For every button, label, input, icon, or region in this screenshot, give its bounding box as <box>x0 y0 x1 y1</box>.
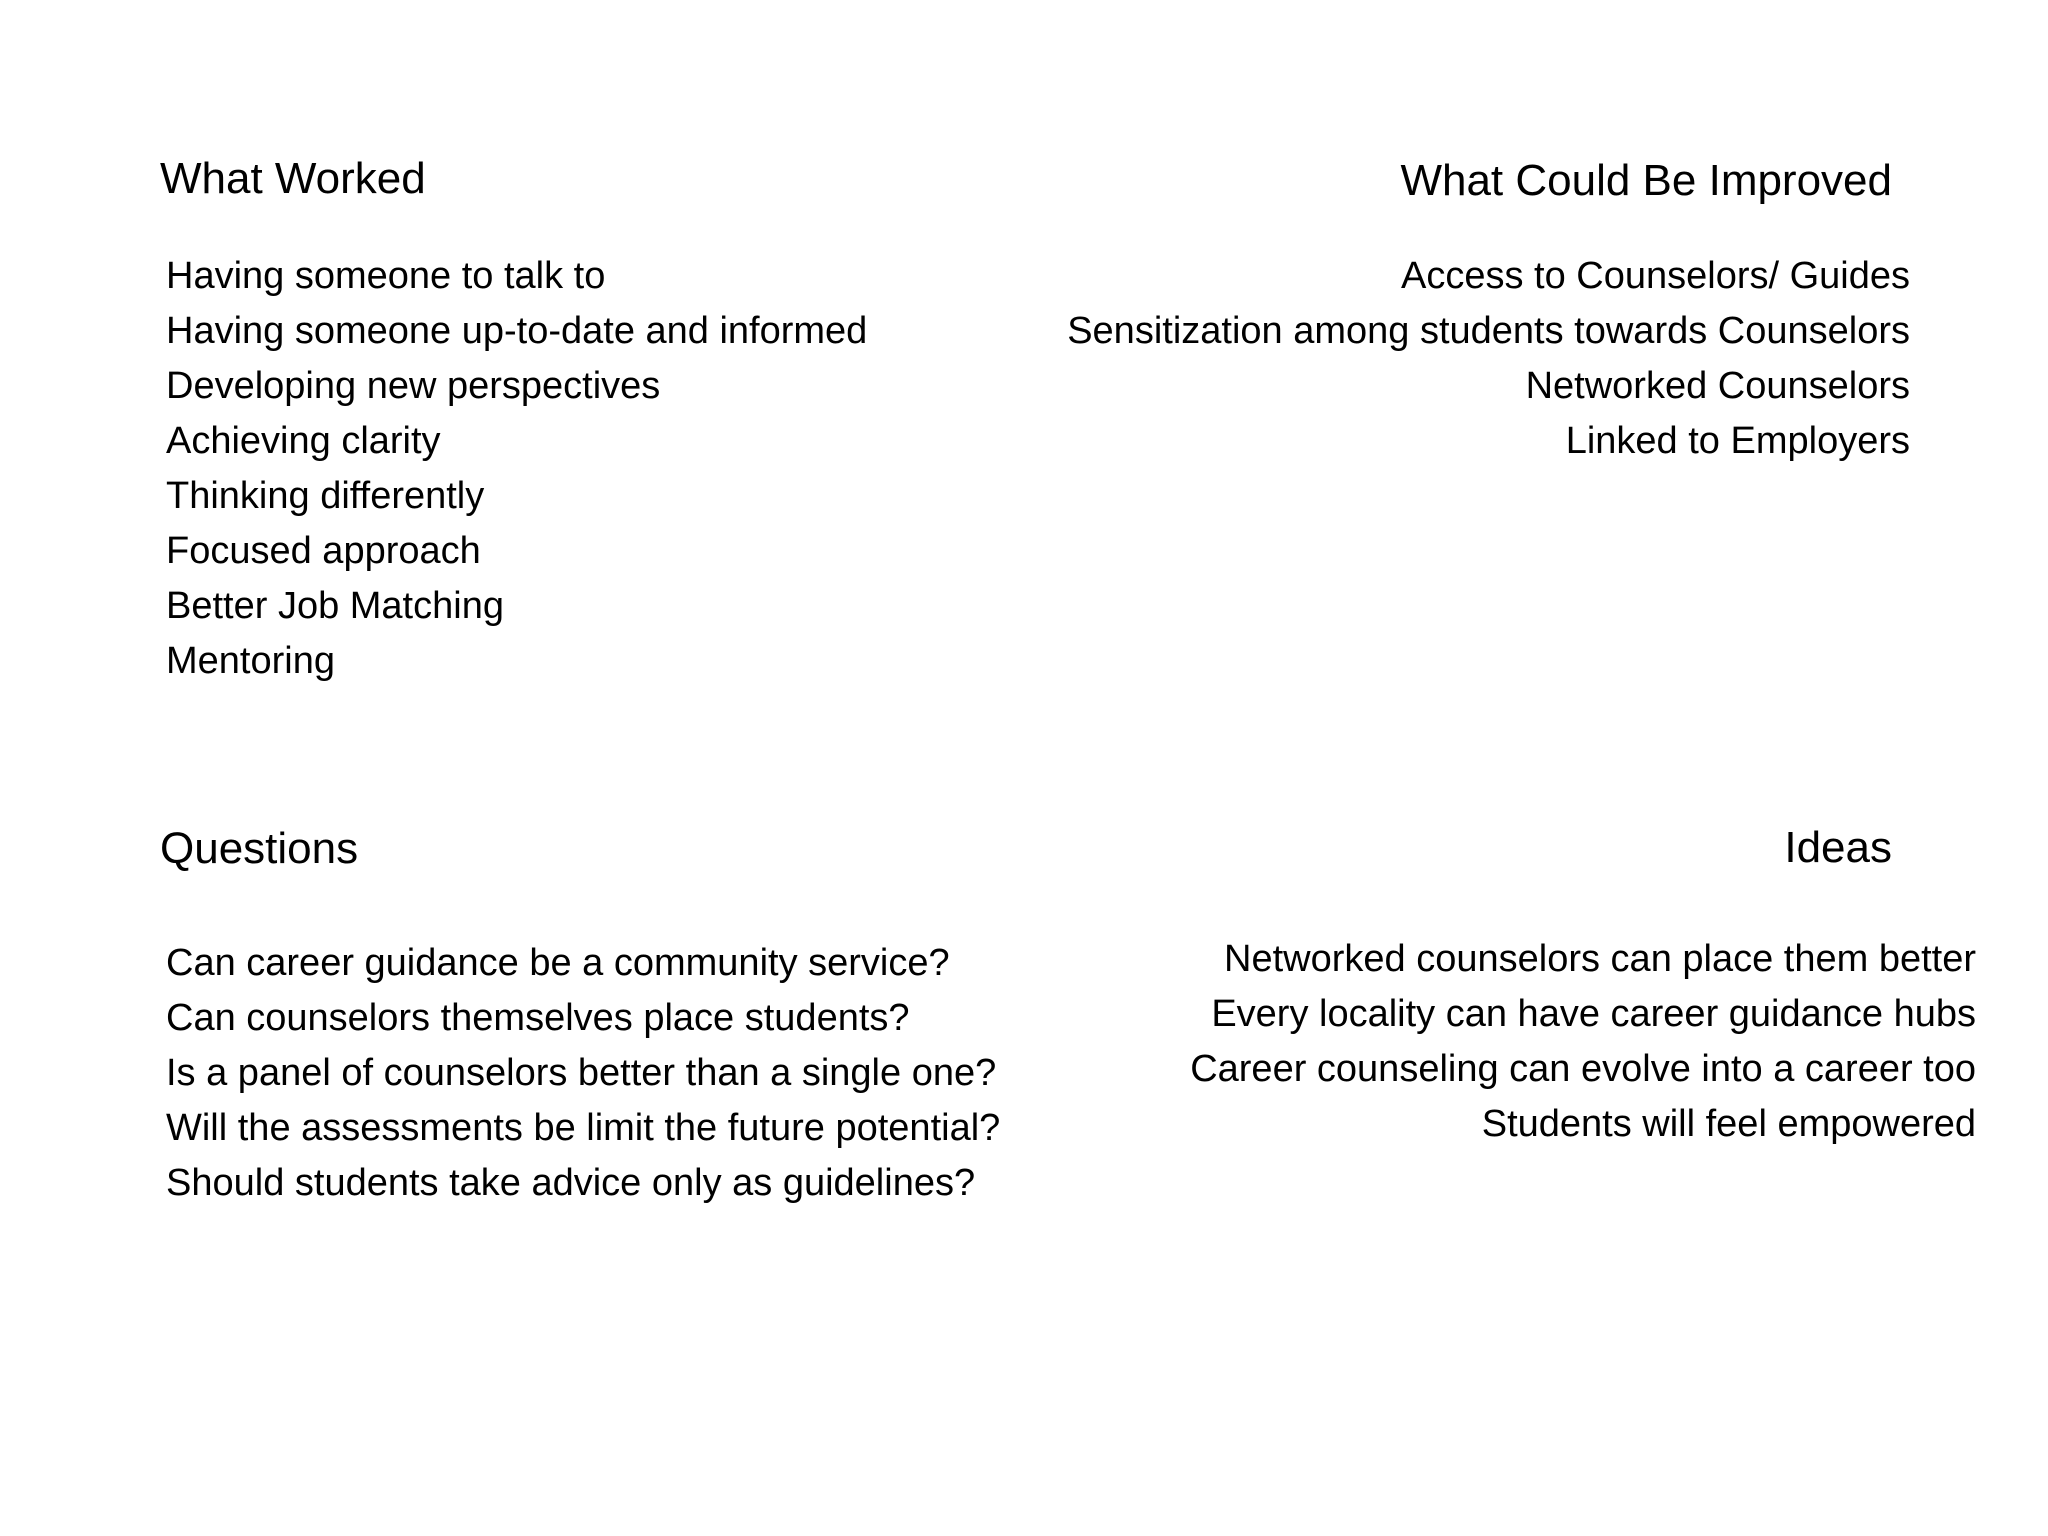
improvement-item: Sensitization among students towards Counselors <box>1067 310 1910 352</box>
what-could-be-improved-heading: What Could Be Improved <box>1400 156 1892 205</box>
question-item: Is a panel of counselors better than a single one? <box>166 1052 997 1094</box>
what-worked-item: Developing new perspectives <box>166 365 661 407</box>
what-worked-heading: What Worked <box>160 154 426 203</box>
question-item: Will the assessments be limit the future potential? <box>166 1107 1001 1149</box>
improvement-item: Access to Counselors/ Guides <box>1400 255 1910 297</box>
improvement-item: Linked to Employers <box>1565 420 1910 462</box>
idea-item: Career counseling can evolve into a career too <box>1190 1048 1976 1090</box>
improvement-item: Networked Counselors <box>1525 365 1910 407</box>
what-worked-list <box>166 249 867 689</box>
what-worked-item: Thinking differently <box>166 475 485 517</box>
ideas-heading: Ideas <box>1784 823 1892 872</box>
questions-list <box>166 936 1000 1211</box>
what-worked-item: Mentoring <box>166 640 335 682</box>
what-worked-item: Having someone up-to-date and informed <box>166 310 868 352</box>
idea-item: Networked counselors can place them better <box>1224 938 1976 980</box>
what-worked-item: Better Job Matching <box>166 585 504 627</box>
what-could-be-improved-list <box>1067 249 1910 469</box>
question-item: Can career guidance be a community service? <box>166 942 950 984</box>
what-worked-item: Focused approach <box>166 530 481 572</box>
ideas-list <box>1190 932 1976 1152</box>
questions-heading: Questions <box>160 824 359 873</box>
idea-item: Every locality can have career guidance hubs <box>1211 993 1976 1035</box>
question-item: Should students take advice only as guidelines? <box>166 1162 976 1204</box>
what-worked-item: Achieving clarity <box>166 420 441 462</box>
what-worked-item: Having someone to talk to <box>166 255 606 297</box>
idea-item: Students will feel empowered <box>1481 1103 1976 1145</box>
question-item: Can counselors themselves place students? <box>166 997 910 1039</box>
